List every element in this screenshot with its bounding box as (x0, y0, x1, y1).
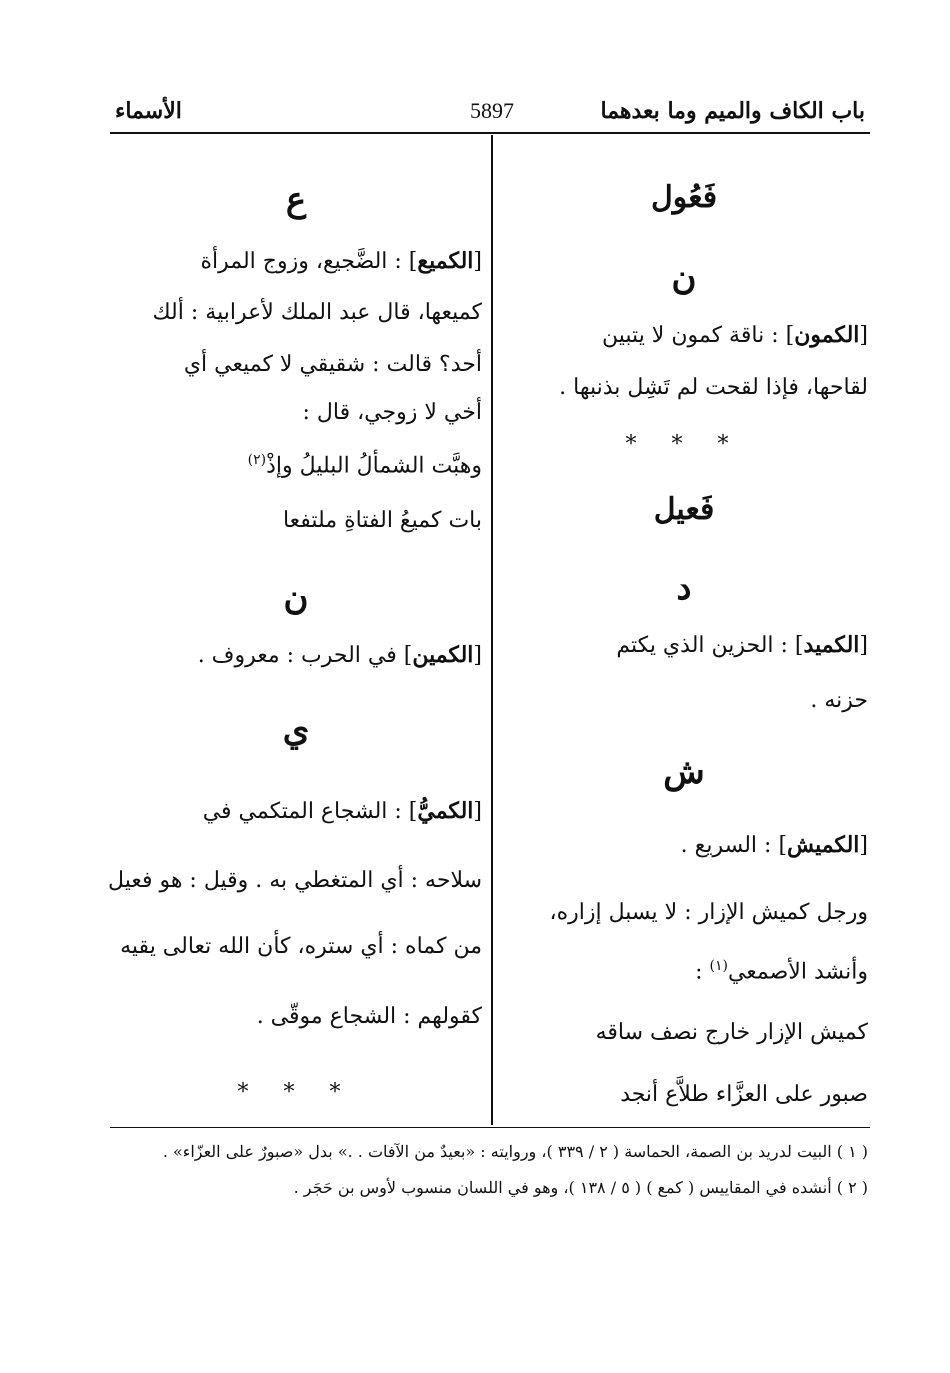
verse-line1 (110, 452, 482, 478)
section-title: الأسماء (115, 98, 182, 124)
footnote-ref-2: (٢) (247, 452, 267, 468)
headword-kami: الكميع (417, 248, 474, 274)
pattern-heading-fauul: فَعُول (650, 180, 718, 215)
page-number: 5897 (470, 98, 514, 123)
left-column (110, 0, 482, 1130)
entry-kami-line1: [الكميع] : الضَّجيع، وزوج المرأة (200, 248, 482, 274)
entry-text: وأنشد الأصمعي (727, 959, 868, 985)
footnote-2: ( ٢ ) أنشده في المقاييس ( كمع ) ( ٥ / ١٣٨ )، وهو في اللسان منسوب لأوس بن حَجَر . (293, 1178, 868, 1197)
entry-kamun-line1: [الكمون] : ناقة كمون لا يتبين (602, 322, 868, 348)
pattern-heading-fail: فَعيل (653, 492, 715, 527)
entry-kamid-line2: حزنه . (810, 688, 868, 713)
entry-text: ] : ناقة كمون لا يتبين (602, 323, 795, 348)
entry-kamiyy-line3: من كماه : أي ستره، كأن الله تعالى يقيه (120, 934, 482, 959)
entry-text: ] : الحزين الذي يكتم (616, 633, 804, 658)
entry-kamid-line1: [الكميد] : الحزين الذي يكتم (616, 632, 868, 658)
verse-line1: كميش الإزار خارج نصف ساقه (595, 1020, 868, 1045)
entry-kami-line4: أخي لا زوجي، قال : (302, 400, 482, 425)
chapter-title: باب الكاف والميم وما بعدهما (600, 98, 865, 124)
headword-kamiyy: الكميُّ (417, 798, 474, 824)
entry-text: ] : الشجاع المتكمي في (202, 799, 418, 824)
entry-text: : (695, 959, 703, 985)
footnote-ref-1: (١) (709, 958, 728, 974)
entry-kamiyy-line4: كقولهم : الشجاع موقّى . (256, 1004, 482, 1029)
entry-text: ] : السريع . (680, 833, 788, 858)
entry-kamin-line1: [الكمين] في الحرب : معروف . (197, 642, 482, 668)
headword-kamid: الكميد (803, 632, 860, 658)
separator-stars: * * * (237, 1080, 355, 1105)
entry-kami-line3: أحد؟ قالت : شقيقي لا كميعي أي (183, 352, 482, 377)
verse-line2: بات كميعُ الفتاةِ ملتفعا (282, 508, 482, 533)
entry-kamiyy-line1: [الكميُّ] : الشجاع المتكمي في (202, 798, 482, 824)
entry-kami-line2: كميعها، قال عبد الملك لأعرابية : ألك (152, 300, 482, 325)
right-column (500, 0, 868, 1130)
letter-heading-ain: ع (285, 180, 307, 220)
entry-kamish-line3 (500, 958, 868, 984)
letter-heading-shin: ش (663, 752, 705, 792)
letter-heading-ya: ي (282, 710, 310, 750)
entry-kamiyy-line2: سلاحه : أي المتغطي به . وقيل : هو فعيل (108, 868, 482, 893)
letter-heading-nun: ن (283, 578, 309, 618)
entry-kamish-line1: [الكميش] : السريع . (680, 832, 868, 858)
column-divider (491, 135, 493, 1125)
separator-stars: * * * (625, 432, 743, 457)
entry-text: وهبَّت الشمألُ البليلُ وإذْ (266, 453, 482, 479)
letter-heading-dal: د (676, 568, 692, 608)
entry-kamun-line2: لقاحها، فإذا لقحت لم تَشِل بذنبها . (559, 375, 868, 400)
footnote-rule (110, 1127, 870, 1128)
verse-line2: صبور على العزَّاء طلاَّع أنجد (620, 1082, 868, 1107)
headword-kamin: الكمين (412, 642, 474, 668)
entry-text: ] : الضَّجيع، وزوج المرأة (200, 249, 418, 274)
headword-kamish: الكميش (787, 832, 860, 858)
headword-kamun: الكمون (794, 322, 860, 348)
footnote-1: ( ١ ) البيت لدريد بن الصمة، الحماسة ( ٢ / ٣٣٩ )، وروايته : «بعيدٌ من الآفات . .» بدل «صبورٌ على العزّاء» . (162, 1142, 868, 1161)
entry-kamish-line2: ورجل كميش الإزار : لا يسبل إزاره، (549, 900, 868, 925)
letter-heading-nun: ن (671, 258, 697, 298)
entry-text: ] في الحرب : معروف . (197, 643, 413, 668)
